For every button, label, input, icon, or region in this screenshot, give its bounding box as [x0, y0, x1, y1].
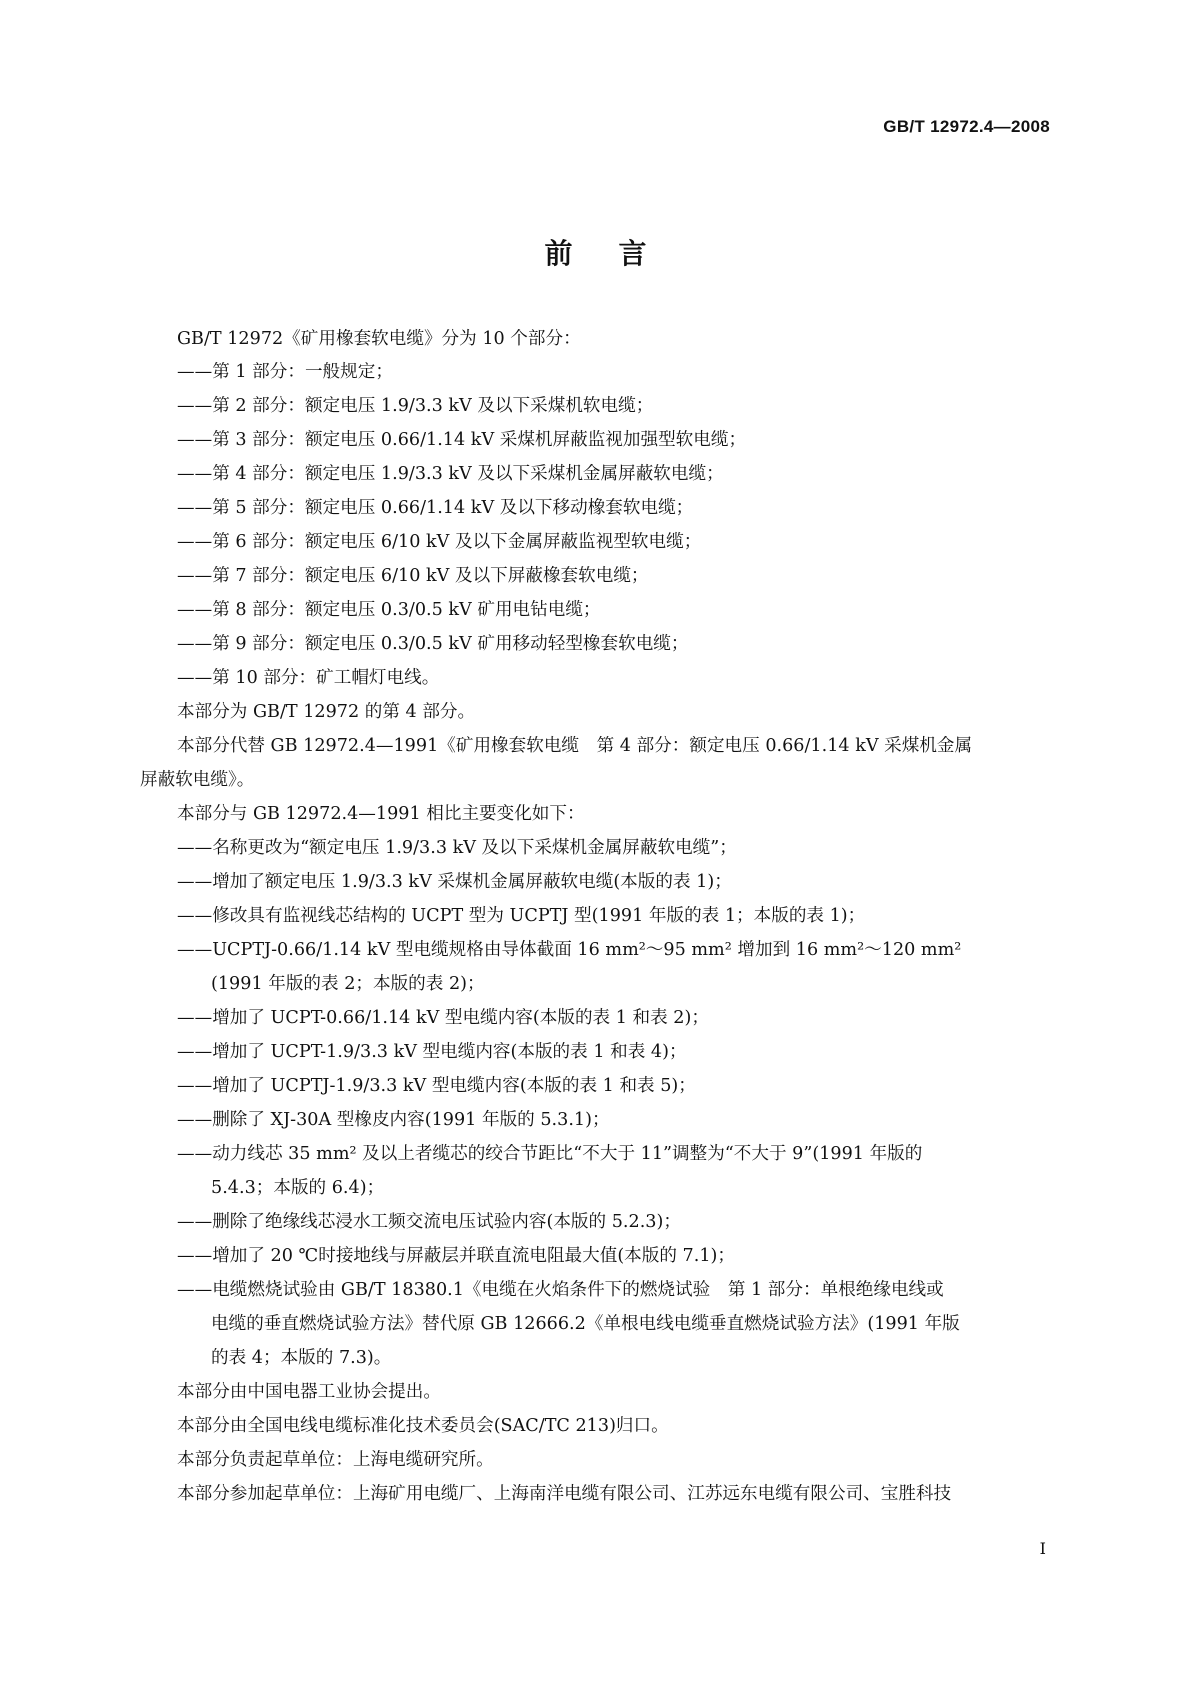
text-line: ——UCPTJ-0.66/1.14 kV 型电缆规格由导体截面 16 mm²～95 mm² 增加到 16 mm²～120 mm²: [177, 940, 962, 960]
text-line: ——动力线芯 35 mm² 及以上者缆芯的绞合节距比“不大于 11”调整为“不大于 9”(1991 年版的: [177, 1144, 923, 1164]
text-line: (1991 年版的表 2；本版的表 2)；: [211, 974, 485, 994]
text-line: 电缆的垂直燃烧试验方法》替代原 GB 12666.2《单根电线电缆垂直燃烧试验方法》(1991 年版: [211, 1314, 960, 1334]
text-line: ——增加了 UCPT-0.66/1.14 kV 型电缆内容(本版的表 1 和表 2)；: [177, 1008, 709, 1028]
text-line: 本部分负责起草单位：上海电缆研究所。: [177, 1450, 494, 1470]
text-line: ——删除了 XJ-30A 型橡皮内容(1991 年版的 5.3.1)；: [177, 1110, 610, 1130]
text-line: ——第 1 部分：一般规定；: [177, 362, 393, 382]
text-line: ——第 9 部分：额定电压 0.3/0.5 kV 矿用移动轻型橡套软电缆；: [177, 634, 689, 654]
text-line: ——第 7 部分：额定电压 6/10 kV 及以下屏蔽橡套软电缆；: [177, 566, 649, 586]
text-line: GB/T 12972《矿用橡套软电缆》分为 10 个部分：: [177, 329, 581, 349]
text-line: ——第 3 部分：额定电压 0.66/1.14 kV 采煤机屏蔽监视加强型软电缆；: [177, 430, 747, 450]
text-line: 本部分与 GB 12972.4—1991 相比主要变化如下：: [177, 804, 585, 824]
text-line: ——修改具有监视线芯结构的 UCPT 型为 UCPTJ 型(1991 年版的表 1；本版的表 1)；: [177, 906, 866, 926]
text-line: ——第 5 部分：额定电压 0.66/1.14 kV 及以下移动橡套软电缆；: [177, 498, 694, 518]
text-line: 的表 4；本版的 7.3)。: [211, 1348, 392, 1368]
standard-code: GB/T 12972.4—2008: [883, 117, 1050, 136]
text-line: ——名称更改为“额定电压 1.9/3.3 kV 及以下采煤机金属屏蔽软电缆”；: [177, 838, 737, 858]
text-line: ——增加了 UCPTJ-1.9/3.3 kV 型电缆内容(本版的表 1 和表 5)；: [177, 1076, 696, 1096]
text-line: ——增加了 20 ℃时接地线与屏蔽层并联直流电阻最大值(本版的 7.1)；: [177, 1246, 735, 1266]
text-line: ——第 6 部分：额定电压 6/10 kV 及以下金属屏蔽监视型软电缆；: [177, 532, 702, 552]
text-line: ——第 2 部分：额定电压 1.9/3.3 kV 及以下采煤机软电缆；: [177, 396, 654, 416]
text-line: 屏蔽软电缆》。: [140, 770, 255, 790]
text-line: 本部分由全国电线电缆标准化技术委员会(SAC/TC 213)归口。: [177, 1416, 669, 1436]
text-line: 5.4.3；本版的 6.4)；: [211, 1178, 385, 1198]
text-line: ——删除了绝缘线芯浸水工频交流电压试验内容(本版的 5.2.3)；: [177, 1212, 681, 1232]
text-line: ——增加了额定电压 1.9/3.3 kV 采煤机金属屏蔽软电缆(本版的表 1)；: [177, 872, 732, 892]
text-line: 本部分代替 GB 12972.4—1991《矿用橡套软电缆 第 4 部分：额定电压 0.66/1.14 kV 采煤机金属: [177, 736, 973, 756]
text-line: ——第 4 部分：额定电压 1.9/3.3 kV 及以下采煤机金属屏蔽软电缆；: [177, 464, 724, 484]
text-line: 本部分参加起草单位：上海矿用电缆厂、上海南洋电缆有限公司、江苏远东电缆有限公司、宝胜科技: [177, 1484, 952, 1504]
text-line: 本部分为 GB/T 12972 的第 4 部分。: [177, 702, 476, 722]
text-line: ——第 8 部分：额定电压 0.3/0.5 kV 矿用电钻电缆；: [177, 600, 601, 620]
text-line: ——第 10 部分：矿工帽灯电线。: [177, 668, 440, 688]
page-title: 前言: [544, 237, 693, 270]
text-line: ——增加了 UCPT-1.9/3.3 kV 型电缆内容(本版的表 1 和表 4)；: [177, 1042, 687, 1062]
text-line: 本部分由中国电器工业协会提出。: [177, 1382, 441, 1402]
text-line: ——电缆燃烧试验由 GB/T 18380.1《电缆在火焰条件下的燃烧试验 第 1 部分：单根绝缘电线或: [177, 1280, 944, 1300]
page-number: I: [1039, 1539, 1046, 1558]
